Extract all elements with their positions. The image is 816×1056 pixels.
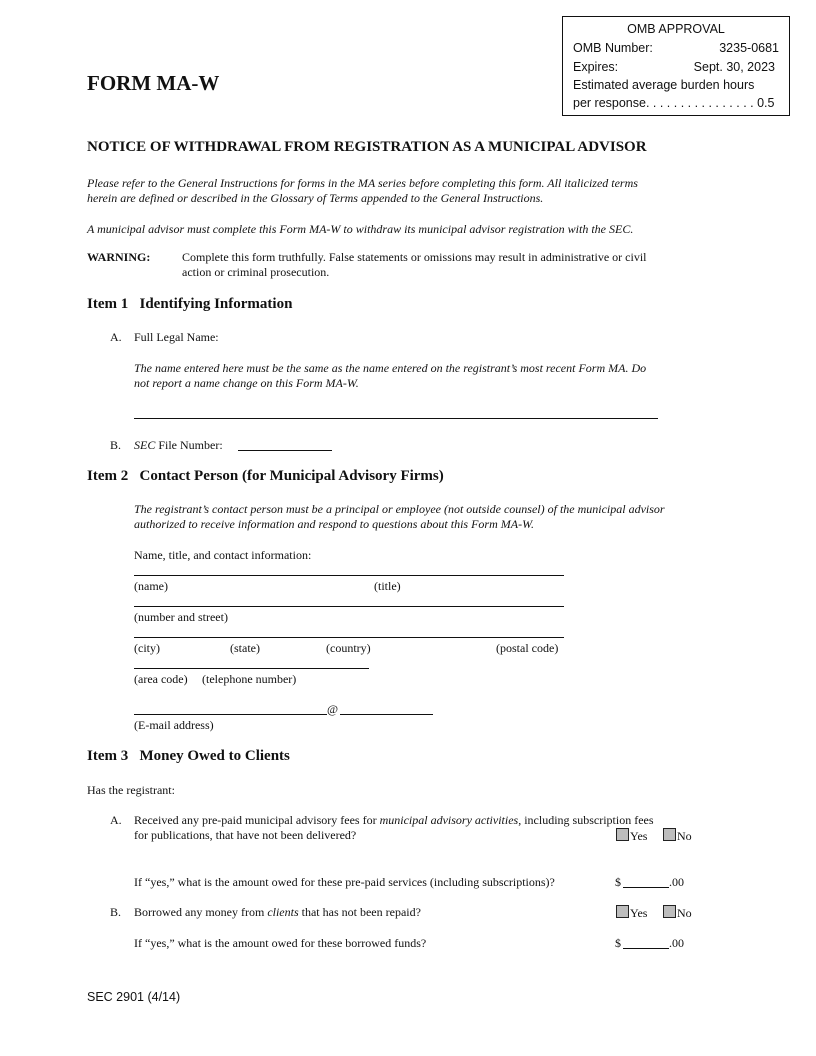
area-code-caption: (area code) (134, 672, 188, 686)
item1-b-letter: B. (110, 438, 122, 452)
prepaid-amount-field[interactable] (623, 887, 669, 888)
item3-heading: Item 3 Money Owed to Clients (87, 748, 290, 764)
item3-b-em: clients (267, 905, 299, 919)
state-caption: (state) (230, 641, 260, 655)
item3-b-no[interactable] (663, 905, 692, 921)
name-caption: (name) (134, 579, 168, 593)
intro-line3: A municipal advisor must complete this Form MA-W to withdraw its municipal advisor registration with the SEC. (87, 222, 634, 236)
item3-a-line2: for publications, that have not been delivered? (134, 828, 357, 842)
notice-title: NOTICE OF WITHDRAWAL FROM REGISTRATION AS A MUNICIPAL ADVISOR (87, 139, 647, 155)
item3-b-letter: B. (110, 905, 122, 919)
sec-file-number-label (134, 438, 223, 453)
contact-info-prompt: Name, title, and contact information: (134, 548, 312, 562)
item1-note-line2: not report a name change on this Form MA-W. (134, 376, 359, 390)
omb-title: OMB APPROVAL (627, 22, 725, 36)
warning-line1: Complete this form truthfully. False statements or omissions may result in administrative or civil (182, 250, 647, 264)
borrowed-amount-field[interactable] (623, 948, 669, 949)
title-caption: (title) (374, 579, 401, 593)
item2-heading: Item 2 Contact Person (for Municipal Advisory Firms) (87, 468, 444, 484)
intro-line1: Please refer to the General Instructions for forms in the MA series before completing this form. All italicized terms (87, 176, 638, 190)
email-user-field[interactable] (134, 714, 327, 715)
postal-caption: (postal code) (496, 641, 559, 655)
sec-term: SEC (134, 438, 156, 452)
omb-number-row (573, 41, 779, 55)
yes-label: Yes (630, 829, 648, 843)
phone-field[interactable] (134, 668, 369, 669)
item3-a-dollar: $ (615, 875, 621, 889)
omb-number-label: OMB Number: (573, 41, 653, 55)
no-label: No (677, 906, 692, 920)
name-title-field[interactable] (134, 575, 564, 576)
omb-burden-line2: per response. . . . . . . . . . . . . . . . 0.5 (573, 96, 775, 110)
item3-a-cents: .00 (669, 875, 684, 889)
omb-expires-label: Expires: (573, 60, 619, 74)
item1-a-letter: A. (110, 330, 122, 344)
item1-note-line1: The name entered here must be the same as the name entered on the registrant’s most recent Form MA. Do (134, 361, 647, 375)
item3-a-letter: A. (110, 813, 122, 827)
country-caption: (country) (326, 641, 371, 655)
warning-line2: action or criminal prosecution. (182, 265, 330, 279)
omb-expires-value: Sept. 30, 2023 (693, 60, 775, 74)
street-caption: (number and street) (134, 610, 228, 624)
form-title: FORM MA-W (87, 71, 220, 95)
email-caption: (E-mail address) (134, 718, 214, 732)
item3-b-pre: Borrowed any money from (134, 905, 268, 919)
item1-heading: Item 1 Identifying Information (87, 296, 293, 312)
item3-a-post: , including subscription fees (518, 813, 654, 827)
item3-a-yes[interactable] (616, 828, 647, 844)
item3-b-post: that has not been repaid? (298, 905, 421, 919)
omb-expires-row (573, 60, 779, 74)
full-legal-name-label: Full Legal Name: (134, 330, 219, 344)
item2-note-line2: authorized to receive information and respond to questions about this Form MA-W. (134, 517, 534, 531)
item3-b-line (134, 905, 421, 920)
email-domain-field[interactable] (340, 714, 433, 715)
item3-b-cents: .00 (669, 936, 684, 950)
item3-intro: Has the registrant: (87, 783, 175, 797)
city-state-field[interactable] (134, 637, 564, 638)
omb-burden-line1: Estimated average burden hours (573, 78, 755, 92)
at-sign: @ (327, 702, 339, 716)
item3-a-em: municipal advisory activities (379, 813, 519, 827)
item3-b-dollar: $ (615, 936, 621, 950)
warning-label: WARNING: (87, 250, 151, 264)
no-label: No (677, 829, 692, 843)
footer-code: SEC 2901 (4/14) (87, 990, 181, 1004)
street-field[interactable] (134, 606, 564, 607)
checkbox-icon[interactable] (616, 828, 629, 841)
omb-number-value: 3235-0681 (719, 41, 779, 55)
intro-line2: herein are defined or described in the Glossary of Terms appended to the General Instructions. (87, 191, 544, 205)
item3-a-no[interactable] (663, 828, 692, 844)
item3-b-followup: If “yes,” what is the amount owed for these borrowed funds? (134, 936, 427, 950)
item3-a-pre: Received any pre-paid municipal advisory fees for (134, 813, 380, 827)
city-caption: (city) (134, 641, 160, 655)
item3-a-line1 (134, 813, 654, 828)
checkbox-icon[interactable] (616, 905, 629, 918)
sec-file-number-field[interactable] (238, 450, 332, 451)
yes-label: Yes (630, 906, 648, 920)
telephone-caption: (telephone number) (202, 672, 297, 686)
item2-note-line1: The registrant’s contact person must be a principal or employee (not outside counsel) of the municipal advisor (134, 502, 665, 516)
omb-approval-box (562, 16, 790, 116)
full-legal-name-field[interactable] (134, 418, 658, 419)
checkbox-icon[interactable] (663, 828, 676, 841)
file-number-text: File Number: (155, 438, 223, 452)
item3-b-yes[interactable] (616, 905, 647, 921)
checkbox-icon[interactable] (663, 905, 676, 918)
item3-a-followup: If “yes,” what is the amount owed for these pre-paid services (including subscriptions)? (134, 875, 555, 889)
